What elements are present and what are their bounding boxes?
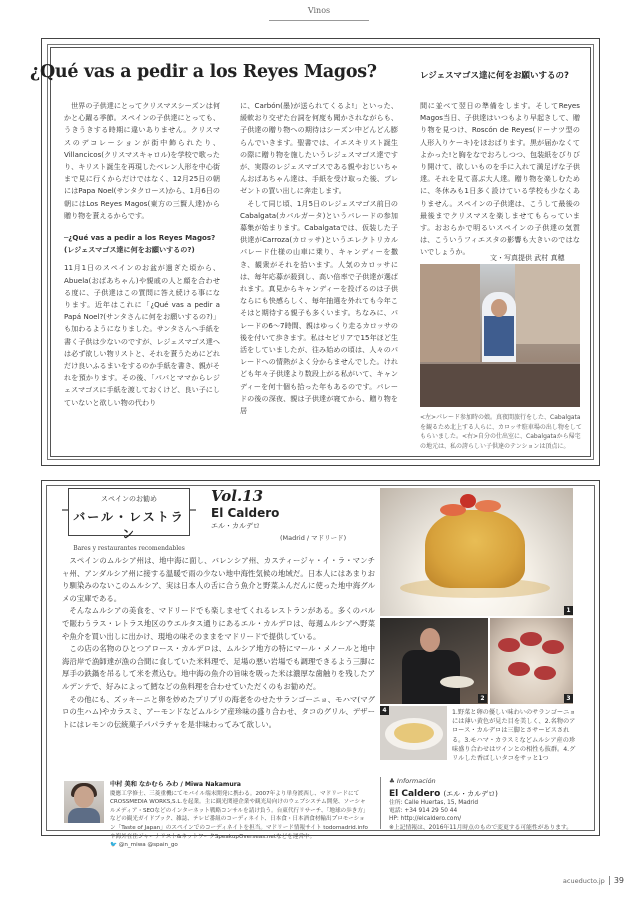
article-paragraph: 間に並べて翌日の準備をします。そしてReyes Magos当日、子供達はいつもより早起きして、贈り物を見つけ、Roscón de Reyes(ドーナツ型の人形入りケーキ)をほおばります。黒が届かなくてよかった!と胸をなでおろしつつ、包装紙をびりびり開けて、欲しいものを手に入れて満足げな子供達。それを見て喜ぶ大人達。贈り物を楽しむために、冬休みも1日多く設けている学校も少なくありません。スペインの子供達は、こうして最後の最後までクリスマスを楽しませてもらっています。おおらかで明るいスペインの子供達の気質は、こういうフィエスタの影響も大きいのではないでしょうか。 (420, 101, 580, 257)
info-website[interactable]: HP: http://elcaldero.com/ (389, 816, 462, 823)
info-note: ※上記情報は、2016年11月時点のもので変更する可能性があります。 (389, 824, 573, 831)
page-number: 39 (609, 876, 624, 885)
article-column-2 (240, 100, 398, 417)
article-title-es: ¿Qué vas a pedir a los Reyes Magos? (30, 62, 377, 82)
restaurant-name: El Caldero (211, 506, 280, 520)
author-avatar (64, 781, 104, 823)
article-paragraph: そして同じ頃、1月5日のレジェスマゴス前日のCabalgata(カバルガータ)というパレードの参加募集が始まります。Cabalgataでは、仮装した子供達がCarroza(カロッサ)というエレクトリカルパレード仕様の山車に乗り、キャンディーを撒き、観衆がそれを拾います。人気のカロッサには、毎年応募が殺到し、高い倍率で子供達が選ばれます。真見からキャンディーを投げるのは子供ならにも快感らしく、毎年抽選を外れても今年こそはと期待する親子も多くいます。ちなみに、パレードの6～7時間、親はゆっくり走るカロッサの後を付いて歩きます。私はセビリアで15年ほど生活をしていましたが、往み始めの頃は、人々のパレードへの情熱がよく分からませんでした。けれども年々子供達より数段上がる私がいて、キャンディーを何十個も拾った年もあるのです。パレードの後の深夜、親は子供達が寝てから、贈り物を居 (240, 198, 398, 416)
photo-number-4: 4 (380, 706, 389, 715)
parade-photo (420, 264, 580, 407)
restaurant-location: (Madrid / マドリード) (280, 534, 347, 542)
info-address: 住所: Calle Huertas, 15, Madrid (389, 800, 479, 806)
photo-number-1: 1 (564, 606, 573, 615)
volume-label: Vol.13 (211, 487, 264, 505)
footer-site[interactable]: acueducto.jp (562, 877, 605, 885)
article-column-1 (64, 100, 220, 409)
article-paragraph: 世界の子供達にとってクリスマスシーズンは何かと心躍る季節。スペインの子供達にとっても、うきうきする時期に違いありません。クリスマスのデコレーションが街中飾られたり、Villancicos(クリスマスキャロル)を学校で歌ったり、キリスト誕生を再現したベレン人形を中心街まで見に行くからだけではなく、12月25日の朝にはPapa Noel(サンタクロース)から、1月6日の朝にはLos Reyes Magos(東方の三賢人達)から贈り物を貰えるからです。 (64, 101, 221, 220)
tag-title: バール・レストラン (73, 510, 185, 541)
photo-number-2: 2 (478, 694, 487, 703)
mojama-photo (490, 618, 573, 704)
page-header (0, 6, 638, 15)
feature-paragraph: そんなムルシアの美食を、マドリードでも楽しませてくれるレストランがある。多くのバルで賑わうラス・レトラス地区のウエルタス通りにあるエル・カルデロは、毎週ムルシアへ野菜や魚介を買い出しに出かけ、現地の味そのままをマドリードで提供している。 (62, 606, 375, 641)
section-label: Vinos (307, 6, 331, 15)
article-column-3 (420, 100, 580, 259)
info-heading: ♣ Información (389, 777, 436, 785)
feature-paragraph: その他にも、ズッキーニと卵を炒めたプリプリの海老をのせたサランゴーニョ、モハマ(マグロの生ハム)やカラスミ、アーモンドなどムルシア産珍味の盛り合わせ、タコのグリル、デザートにはレモンの伝統菓子パパラチャを是非味わってみて欲しい。 (62, 694, 375, 729)
article-subheading (64, 232, 220, 256)
restaurant-info (380, 777, 576, 829)
article-title-ja: レジェスマゴス達に何をお願いするの? (420, 71, 569, 81)
photo-number-3: 3 (564, 694, 573, 703)
info-name: El Caldero (エル・カルデロ) (389, 789, 498, 799)
feature-paragraph: スペインのムルシア州は、地中海に面し、バレンシア州、カスティージャ・イ・ラ・マンチャ州、アンダルシア州に接する温暖で雨の少ない地中海性気候の地域だ。日本人にはあまりおり馴染みのないこのムルシア、実は日本人の舌に合う魚介と野菜ふんだんに使った地中海グルメの宝庫である。 (62, 556, 375, 603)
tag-es: Bares y restaurantes recomendables (73, 545, 185, 552)
article-paragraph: 11月1日のスペインのお盆が過ぎた頃から、Abuela(おばあちゃん)や親戚の人と顔を合わせる度に、子供達はこの質問に答え続ける事になります。近年はこれに「¿Qué vas a pedir a Papá Noel?(サンタさんに何をお願いするの?)」も加わるようになりました。サンタさんへ手紙を書く子供は少ないのですが、レジェスマゴス達へは必ず欲しい物リストと、それを貰うためにどれだけ良いふるまいをするのか手紙を書き、親がそれを預かります。その後、「パパとママからレジェスマゴスに手紙を渡しておくけど、良い子にしていないと欲しい物の代わり (64, 263, 220, 407)
author-bio (110, 781, 370, 850)
feature-paragraph: この店の名物のひとつアロース・カルデロは、ムルシア地方の特にマール・メノールと地中海沿岸で漁師達が漁の合間に食していた米料理で、足場の悪い岩場でも調理できるよう三脚に厚手の鉄鍋を吊るして米を煮込む。地中海の魚介の旨味を吸った米は濃厚な歯触りを残したアルデンテで、好みによって鱈などの魚料理を合わせていただくのもお勧めだ。 (62, 644, 375, 691)
article-credit: 文・写真提供 武村 真穂 (490, 254, 565, 262)
restaurant-name-ja: エル・カルデロ (211, 522, 260, 530)
parade-photo-caption: <左>パレード参加時の娘。真夜間旅行をした、Cabalgataを観るため北上する人らに、カロッサ駐車場の出し物をしてもらいました。<右>自分の仕出室に、Cabalgataから帰宅の地元は、私の誇らしい子供達のテンションは頂点に。 (420, 414, 582, 450)
article-paragraph: に、Carbón(墨)が送られてくるよ!」といった、緩軟おり交ぜた台詞を何度も聞かされながらも、子供達の贈り物への期待はシーズン中どんどん膨らんでいきます。聖書では、イエスキリスト誕生の際に贈り物を施したいうレジェスマゴス達ですが、実際のレジェスマゴスである親やおじいちゃんおばあちゃん達は、手紙を受け取った後、プレゼントの買い出しに奔走します。 (240, 101, 398, 196)
header-rule (269, 20, 369, 21)
subheading-es: ─¿Qué vas a pedir a los Reyes Magos? (64, 233, 216, 243)
subheading-ja: (レジェスマゴス達に何をお願いするの?) (64, 245, 195, 255)
feature-body (62, 555, 375, 731)
feature-photo-caption: 1.野菜と卵の優しい味わいのサランゴーニョには薄い黄色が見た目を美しく、2.名物のアロース・カルデロは三脚とさサービスされる。3.モハマ・カラスミなどムルシア産の珍味盛り合わせはワインとの相性も抜群。4.グリルした香ばしいタコをサッと1つ (452, 709, 576, 763)
author-name: 中村 美和 なかむら みわ / Miwa Nakamura (110, 781, 241, 788)
author-twitter: 🐦 @n_miwa @spain_go (110, 842, 178, 849)
page-footer (563, 876, 624, 885)
info-phone: 電話: +34 914 29 50 44 (389, 808, 458, 815)
zarangollo-photo (380, 706, 447, 760)
arroz-caldero-photo (380, 488, 573, 616)
chef-photo (380, 618, 488, 704)
feature-tag (68, 488, 190, 552)
tag-small: スペインのお勧め (101, 495, 157, 503)
author-bio-text: 慶應工学修士、三菱重機にてモバイル端末開発に携わる。2007年より単身渡西し、マドリードにてCROSSMEDIA WORKS,S.L.を起業。主に観光関連企業や観光局向けのウェブシステム開発、ソーシャルメディア・SEOなどのインターネット戦略コンサルを請け負う。台東代行リサーチ、「地球の歩き方」などの観光ガイドブック、雑誌、テレビ番組のコーディネイト、日本食・日本酒食材輸出プロモーション「Taste of Japan」のスペインでのコーディネイトを担当。マドリード情報サイト todomadrid.info や海外在住ジャーナリスト&ネットワークSpeakupOverseas.netなどを運営中。 (110, 790, 369, 840)
